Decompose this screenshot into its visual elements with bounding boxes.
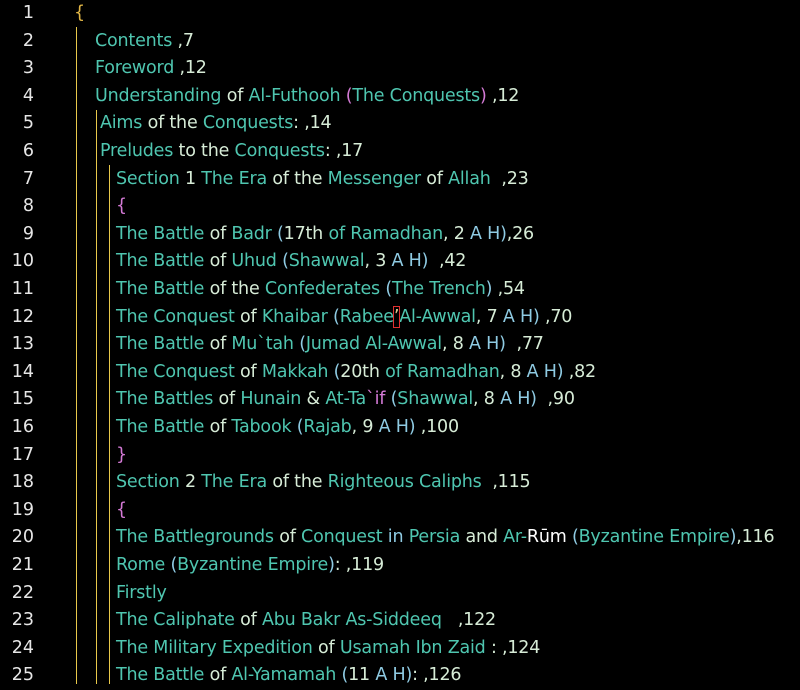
code-line[interactable] bbox=[0, 221, 800, 249]
code-text bbox=[95, 55, 207, 83]
code-token: Contents bbox=[95, 30, 178, 51]
code-token: , 8 bbox=[499, 361, 527, 382]
code-token: Conquests bbox=[202, 113, 294, 134]
code-text bbox=[100, 110, 331, 138]
code-line[interactable] bbox=[0, 469, 800, 497]
line-number: 6 bbox=[22, 141, 34, 161]
line-number: 22 bbox=[11, 582, 34, 603]
line-number: 1 bbox=[22, 3, 34, 23]
code-token: ( bbox=[571, 527, 579, 548]
code-token: of bbox=[240, 361, 262, 382]
code-token: Allah bbox=[448, 168, 491, 189]
code-line[interactable] bbox=[0, 359, 800, 387]
code-token: of the bbox=[147, 113, 203, 134]
code-text bbox=[116, 331, 544, 359]
code-text bbox=[74, 0, 85, 28]
code-token: Mu`tah bbox=[231, 334, 300, 355]
code-line[interactable] bbox=[0, 607, 800, 635]
code-token: { bbox=[116, 196, 127, 217]
code-text bbox=[116, 524, 774, 552]
code-token: Messenger bbox=[327, 168, 427, 189]
code-token: The Battles bbox=[116, 389, 219, 410]
code-line[interactable] bbox=[0, 552, 800, 580]
code-text bbox=[116, 359, 596, 387]
code-token: ,77 bbox=[505, 334, 544, 355]
code-token: ,7 bbox=[177, 30, 194, 51]
code-token: The Battlegrounds bbox=[116, 527, 280, 548]
code-line[interactable] bbox=[0, 55, 800, 83]
code-token: Understanding bbox=[95, 85, 227, 106]
code-text bbox=[95, 28, 194, 56]
code-text bbox=[116, 414, 459, 442]
line-number: 12 bbox=[11, 306, 34, 327]
code-token: ,54 bbox=[492, 279, 525, 299]
code-text bbox=[100, 138, 363, 166]
code-line[interactable] bbox=[0, 110, 800, 138]
code-text bbox=[116, 607, 496, 635]
line-number: 5 bbox=[22, 113, 34, 134]
code-token: The Battle bbox=[116, 251, 210, 272]
code-token: 2 bbox=[184, 472, 202, 493]
code-token: ( bbox=[282, 251, 289, 272]
code-text bbox=[116, 497, 127, 525]
code-text bbox=[116, 442, 127, 470]
line-number: 13 bbox=[11, 334, 34, 355]
code-line[interactable] bbox=[0, 0, 800, 28]
code-token: of bbox=[240, 306, 262, 327]
code-token: A H bbox=[375, 665, 406, 686]
line-number: 3 bbox=[22, 58, 34, 79]
code-token: ,116 bbox=[736, 527, 775, 548]
code-token: 20th bbox=[340, 361, 386, 382]
code-line[interactable] bbox=[0, 386, 800, 414]
code-token: ( bbox=[333, 361, 341, 382]
line-number: 15 bbox=[11, 389, 34, 410]
code-token: Righteous Caliphs bbox=[327, 472, 482, 493]
code-text bbox=[116, 221, 534, 249]
code-token: ( bbox=[390, 389, 398, 410]
code-token: Shawwal bbox=[288, 251, 365, 272]
code-line[interactable] bbox=[0, 331, 800, 359]
code-token: : ,126 bbox=[412, 665, 462, 686]
line-number: 23 bbox=[11, 610, 34, 631]
code-token: ,12 bbox=[486, 85, 520, 106]
code-token: Rabee bbox=[339, 306, 394, 327]
code-token: Tabook bbox=[231, 417, 297, 437]
code-token: ) bbox=[500, 223, 507, 244]
code-token: Al-Awwal bbox=[399, 306, 476, 327]
code-token: A H bbox=[378, 417, 409, 437]
code-text bbox=[116, 276, 525, 304]
code-token: Byzantine Empire bbox=[578, 527, 730, 548]
code-token: ( bbox=[333, 306, 340, 327]
code-token: { bbox=[74, 3, 85, 23]
code-token: , 8 bbox=[473, 389, 501, 410]
code-token: Rajab bbox=[303, 417, 352, 437]
code-token: A H bbox=[526, 361, 557, 382]
line-number: 19 bbox=[11, 499, 34, 520]
code-text bbox=[116, 469, 530, 497]
code-text bbox=[116, 662, 461, 690]
code-token: of bbox=[240, 610, 262, 631]
code-token: Section bbox=[116, 168, 185, 189]
code-text bbox=[116, 580, 167, 608]
code-token: Byzantine Empire bbox=[177, 555, 329, 575]
code-token: Jumad Al-Awwal bbox=[305, 334, 442, 355]
code-token: ) bbox=[421, 251, 429, 272]
code-token: 11 bbox=[348, 665, 376, 686]
code-token: of the bbox=[272, 168, 328, 189]
code-token: Uhud bbox=[231, 251, 283, 272]
code-token: `if bbox=[366, 389, 391, 410]
code-token: in bbox=[387, 527, 409, 548]
line-number: 4 bbox=[22, 85, 34, 106]
code-token: Section bbox=[116, 472, 185, 493]
code-line[interactable] bbox=[0, 524, 800, 552]
code-token: & bbox=[306, 389, 326, 410]
code-token: of bbox=[279, 527, 302, 548]
code-token: ( bbox=[277, 223, 284, 244]
code-token: ( bbox=[299, 334, 306, 355]
code-line[interactable] bbox=[0, 442, 800, 470]
code-token: Foreword bbox=[95, 58, 180, 79]
line-number: 25 bbox=[11, 665, 34, 686]
code-token: , 2 bbox=[442, 223, 471, 244]
code-token: ) bbox=[485, 279, 493, 299]
code-token: , 7 bbox=[475, 306, 503, 327]
code-token: , 8 bbox=[441, 334, 469, 355]
code-token: of the bbox=[209, 279, 265, 299]
error-marker: ’ bbox=[393, 306, 400, 327]
code-token: ) bbox=[479, 85, 487, 106]
code-token: The Military Expedition bbox=[116, 637, 319, 658]
code-token: Shawwal bbox=[397, 389, 474, 410]
code-token: ,26 bbox=[506, 223, 534, 244]
code-token: of bbox=[226, 85, 249, 106]
code-line[interactable] bbox=[0, 635, 800, 663]
code-token: The Battle bbox=[116, 279, 210, 299]
code-token: The Conquest bbox=[116, 306, 241, 327]
code-token: : ,14 bbox=[293, 113, 332, 134]
code-token: ,70 bbox=[539, 306, 573, 327]
code-token: Usamah Ibn Zaid bbox=[339, 637, 486, 658]
code-token: Rome bbox=[116, 555, 171, 575]
code-token: of bbox=[385, 361, 407, 382]
code-line[interactable] bbox=[0, 83, 800, 111]
code-token: : ,17 bbox=[324, 141, 364, 161]
line-number: 8 bbox=[22, 196, 34, 217]
code-text bbox=[116, 386, 575, 414]
code-token: The Battle bbox=[116, 334, 210, 355]
code-token: Conquest bbox=[301, 527, 388, 548]
code-token: ,90 bbox=[536, 389, 575, 410]
code-token: Khaibar bbox=[261, 306, 334, 327]
code-token: of bbox=[318, 637, 340, 658]
code-token: The Conquests bbox=[352, 85, 480, 106]
code-token: ( bbox=[341, 665, 349, 686]
line-number: 16 bbox=[11, 417, 34, 437]
code-token: , 3 bbox=[364, 251, 392, 272]
line-number: 17 bbox=[11, 444, 34, 465]
code-token: Rūm bbox=[526, 527, 572, 548]
code-token: Al-Futhooh bbox=[248, 85, 346, 106]
code-text bbox=[95, 83, 519, 111]
code-line[interactable] bbox=[0, 497, 800, 525]
code-token: ,42 bbox=[428, 251, 467, 272]
code-token: of bbox=[209, 417, 232, 437]
code-token: of bbox=[328, 223, 351, 244]
code-line[interactable] bbox=[0, 28, 800, 56]
code-token: A H bbox=[502, 306, 533, 327]
code-token: Badr bbox=[231, 223, 278, 244]
code-text bbox=[116, 193, 127, 221]
code-token: A H bbox=[469, 334, 500, 355]
line-number: 21 bbox=[11, 555, 34, 575]
code-token: ,12 bbox=[179, 58, 207, 79]
code-line[interactable] bbox=[0, 580, 800, 608]
code-token: } bbox=[116, 444, 127, 465]
code-token: and bbox=[465, 527, 504, 548]
code-token: ( bbox=[170, 555, 178, 575]
code-token: The Era bbox=[201, 472, 273, 493]
code-token: of the bbox=[272, 472, 328, 493]
code-text bbox=[116, 248, 466, 276]
code-token: Ramadhan bbox=[406, 361, 500, 382]
line-number: 18 bbox=[11, 472, 34, 493]
code-line[interactable] bbox=[0, 248, 800, 276]
code-token: ) bbox=[405, 665, 413, 686]
code-token: to the bbox=[178, 141, 235, 161]
code-token: Conquests bbox=[234, 141, 325, 161]
code-token: ( bbox=[345, 85, 353, 106]
code-line[interactable] bbox=[0, 138, 800, 166]
code-token: 1 bbox=[184, 168, 202, 189]
code-token: Aims bbox=[100, 113, 148, 134]
code-token: The Trench bbox=[391, 279, 486, 299]
code-token: ) bbox=[530, 389, 537, 410]
code-token: of bbox=[218, 389, 241, 410]
code-token: A H bbox=[470, 223, 501, 244]
code-line[interactable] bbox=[0, 166, 800, 194]
code-token: Firstly bbox=[116, 582, 167, 603]
code-text bbox=[116, 304, 572, 332]
code-token: The Conquest bbox=[116, 361, 241, 382]
code-token: ( bbox=[296, 417, 304, 437]
code-token: of bbox=[426, 168, 449, 189]
code-token: ) bbox=[499, 334, 506, 355]
code-token: of bbox=[209, 334, 232, 355]
code-token: ,115 bbox=[481, 472, 531, 493]
code-token: Preludes bbox=[100, 141, 179, 161]
code-token: The Battle bbox=[116, 223, 210, 244]
code-token: The Battle bbox=[116, 665, 210, 686]
code-token: Ramadhan bbox=[350, 223, 443, 244]
code-token: Ar- bbox=[503, 527, 527, 548]
line-number: 11 bbox=[11, 279, 34, 299]
code-token: ) bbox=[408, 417, 416, 437]
code-token: Makkah bbox=[261, 361, 334, 382]
line-number: 24 bbox=[11, 637, 34, 658]
code-token: ,82 bbox=[563, 361, 596, 382]
code-token: The Era bbox=[201, 168, 273, 189]
code-token: At-Ta bbox=[325, 389, 367, 410]
code-token: ,122 bbox=[441, 610, 496, 631]
code-token: ( bbox=[385, 279, 392, 299]
code-line[interactable] bbox=[0, 414, 800, 442]
code-token: 17th bbox=[283, 223, 329, 244]
code-token: Persia bbox=[408, 527, 466, 548]
code-token: of bbox=[209, 223, 232, 244]
code-token: ) bbox=[532, 306, 540, 327]
code-text bbox=[116, 166, 529, 194]
code-token: Abu Bakr As-Siddeeq bbox=[261, 610, 442, 631]
code-token: A H bbox=[391, 251, 422, 272]
code-line[interactable] bbox=[0, 193, 800, 221]
code-token: ) bbox=[556, 361, 564, 382]
code-token: The Caliphate bbox=[116, 610, 241, 631]
code-line[interactable] bbox=[0, 304, 800, 332]
code-token: A H bbox=[500, 389, 531, 410]
line-number: 7 bbox=[22, 168, 34, 189]
code-token: ,100 bbox=[415, 417, 459, 437]
line-number: 10 bbox=[11, 251, 34, 272]
code-token: of bbox=[209, 251, 232, 272]
code-token: : ,119 bbox=[334, 555, 384, 575]
code-token: Al-Yamamah bbox=[231, 665, 342, 686]
code-token: of bbox=[209, 665, 232, 686]
code-token: ,23 bbox=[490, 168, 529, 189]
code-token: ) bbox=[729, 527, 737, 548]
code-token: ) bbox=[328, 555, 335, 575]
line-number: 14 bbox=[11, 361, 34, 382]
code-line[interactable] bbox=[0, 276, 800, 304]
line-number: 20 bbox=[11, 527, 34, 548]
line-number: 9 bbox=[22, 223, 34, 244]
code-line[interactable] bbox=[0, 662, 800, 690]
code-token: : ,124 bbox=[485, 637, 541, 658]
code-token: { bbox=[116, 499, 127, 520]
code-text bbox=[116, 552, 384, 580]
code-text bbox=[116, 635, 540, 663]
code-token: The Battle bbox=[116, 417, 210, 437]
code-token: , 9 bbox=[351, 417, 379, 437]
code-token: Hunain bbox=[240, 389, 307, 410]
code-token: Confederates bbox=[264, 279, 386, 299]
line-number: 2 bbox=[22, 30, 34, 51]
